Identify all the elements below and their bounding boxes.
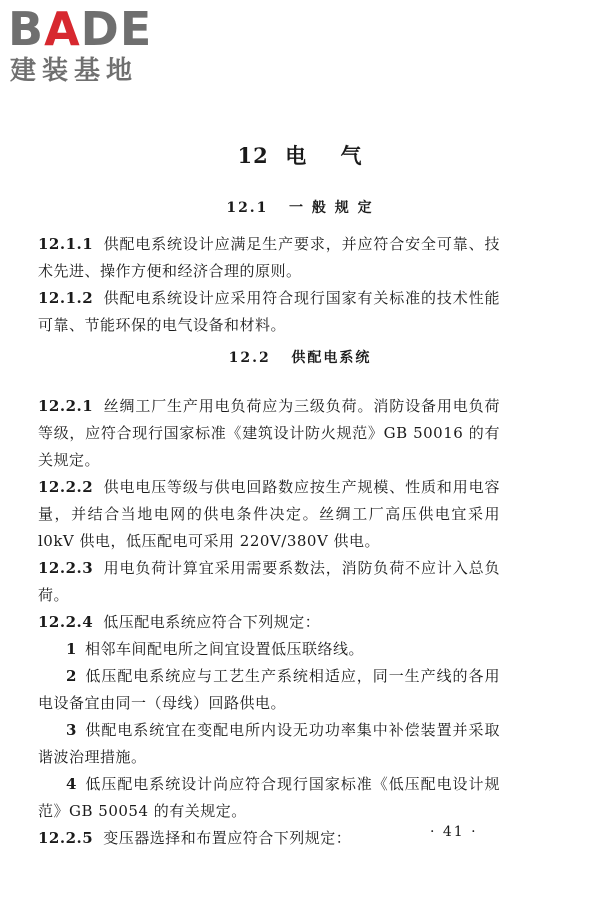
clause-12-1-2: 12.1.2 供配电系统设计应采用符合现行国家有关标准的技术性能可靠、节能环保的电气设备和材料。 — [38, 289, 500, 334]
chapter-title: 12 电 气 — [237, 143, 363, 168]
list-item: 2 低压配电系统应与工艺生产系统相适应，同一生产线的各用电设备宜由同一（母线）回路供电。 — [38, 667, 500, 712]
logo-subtitle: 建装基地 — [10, 56, 139, 86]
list-item: 4 低压配电系统设计尚应符合现行国家标准《低压配电设计规范》GB 50054 的有关规定。 — [38, 775, 500, 820]
clause-12-2-2: 12.2.2 供电电压等级与供电回路数应按生产规模、性质和用电容量，并结合当地电网的供电条件决定。丝绸工厂高压供电宜采用 l0kV 供电，低压配电可采用 220V/380V 供电。 — [38, 478, 500, 550]
list-item: 3 供配电系统宜在变配电所内设无功功率集中补偿装置并采取谐波治理措施。 — [38, 721, 500, 766]
section-title-12-1: 12.1 一 般 规 定 — [226, 200, 374, 216]
clause-12-2-5: 12.2.5 变压器选择和布置应符合下列规定： — [38, 829, 352, 847]
page-number: · 41 · — [430, 824, 478, 840]
clause-12-2-1: 12.2.1 丝绸工厂生产用电负荷应为三级负荷。消防设备用电负荷等级，应符合现行国家标准《建筑设计防火规范》GB 50016 的有关规定。 — [38, 397, 500, 469]
logo-wordmark: BADE — [8, 2, 153, 56]
section-title-12-2: 12.2 供配电系统 — [228, 350, 372, 366]
list-item: 1 相邻车间配电所之间宜设置低压联络线。 — [66, 640, 364, 658]
clause-12-1-1: 12.1.1 供配电系统设计应满足生产要求，并应符合安全可靠、技术先进、操作方便和经济合理的原则。 — [38, 235, 500, 280]
clause-12-2-4: 12.2.4 低压配电系统应符合下列规定： — [38, 613, 321, 631]
document-body — [38, 231, 500, 852]
clause-12-2-3: 12.2.3 用电负荷计算宜采用需要系数法，消防负荷不应计入总负荷。 — [38, 559, 500, 604]
bade-logo — [8, 4, 178, 88]
